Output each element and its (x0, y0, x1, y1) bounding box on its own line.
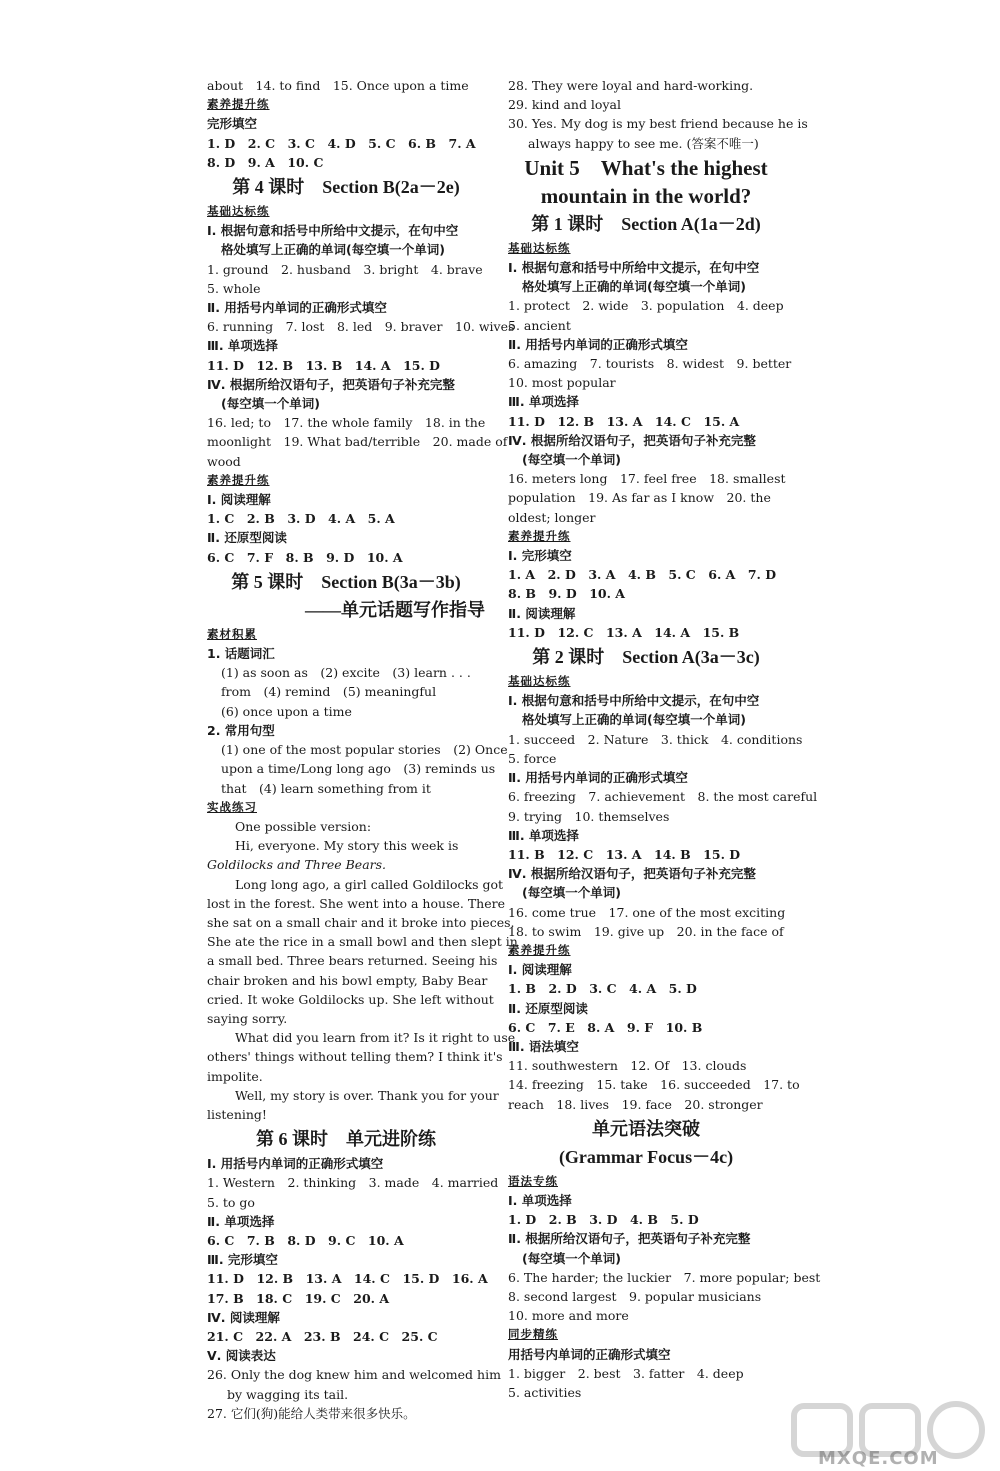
answer-line: 1. D 2. B 3. D 4. B 5. D (508, 1212, 699, 1228)
exercise-heading: Ⅱ. 根据所给汉语句子，把英语句子补充完整 (508, 1231, 751, 1247)
answer-line: 6. C 7. F 8. B 9. D 10. A (207, 549, 403, 565)
section-tag: 素养提升练 (508, 528, 571, 543)
exercise-heading: Ⅲ. 语法填空 (508, 1038, 579, 1054)
answer-line: 11. D 12. B 13. A 14. C 15. A (508, 413, 740, 429)
left-column (207, 76, 518, 1423)
exercise-heading: Ⅰ. 单项选择 (508, 1192, 572, 1208)
answer-line: 6. running 7. lost 8. led 9. braver 10. wives (207, 319, 515, 335)
answer-line: 1. protect 2. wide 3. population 4. deep (508, 298, 784, 314)
answer-line: moonlight 19. What bad/terrible 20. made of (207, 434, 508, 450)
exercise-heading: 1. 话题词汇 (207, 646, 275, 662)
exercise-heading: Ⅰ. 完形填空 (508, 548, 572, 564)
answer-line: 5. to go (207, 1194, 255, 1210)
right-column (508, 76, 821, 1402)
exercise-heading: (每空填一个单词) (522, 452, 621, 468)
answer-line: 17. B 18. C 19. C 20. A (207, 1290, 390, 1306)
exercise-heading: Ⅲ. 单项选择 (508, 394, 579, 410)
essay-line: What did you learn from it? Is it right to use (235, 1030, 516, 1046)
answer-line: 16. led; to 17. the whole family 18. in the (207, 415, 486, 431)
section-tag: 素养提升练 (508, 942, 571, 957)
exercise-heading: 2. 常用句型 (207, 722, 275, 738)
answer-line: 1. ground 2. husband 3. bright 4. brave (207, 261, 483, 277)
answer-line: about 14. to find 15. Once upon a time (207, 78, 469, 93)
exercise-heading: Ⅱ. 单项选择 (207, 1213, 275, 1229)
exercise-heading: Ⅲ. 完形填空 (207, 1252, 278, 1268)
essay-line: a small bed. Three bears returned. Seeing his (207, 953, 498, 969)
exercise-heading: 格处填写上正确的单词(每空填一个单词) (522, 279, 746, 295)
answer-line: 6. C 7. E 8. A 9. F 10. B (508, 1019, 703, 1035)
section-tag: 基础达标练 (207, 204, 270, 219)
lesson-title: 第 5 课时 Section B(3a－3b) (231, 571, 461, 592)
exercise-heading: (每空填一个单词) (522, 885, 621, 901)
answer-line: 14. freezing 15. take 16. succeeded 17. to (508, 1077, 800, 1093)
answer-line: 29. kind and loyal (508, 97, 621, 113)
lesson-subtitle: ——单元话题写作指导 (305, 599, 485, 620)
essay-line: She ate the rice in a small bowl and then slept in (207, 934, 518, 950)
answer-line: oldest; longer (508, 509, 596, 525)
answer-line: 1. succeed 2. Nature 3. thick 4. conditions (508, 731, 803, 747)
answer-line: 5. activities (508, 1384, 582, 1400)
answer-line: 6. C 7. B 8. D 9. C 10. A (207, 1232, 404, 1248)
exercise-heading: Ⅰ. 根据句意和括号中所给中文提示，在句中空 (508, 693, 760, 709)
essay-line: impolite. (207, 1068, 263, 1084)
exercise-heading: Ⅴ. 阅读表达 (207, 1348, 276, 1364)
watermark-text: MXQE.COM (818, 1448, 939, 1469)
answer-line: reach 18. lives 19. face 20. stronger (508, 1096, 763, 1112)
exercise-heading: 格处填写上正确的单词(每空填一个单词) (522, 712, 746, 728)
essay-line: One possible version: (235, 818, 372, 834)
essay-line: she sat on a small chair and it broke into pieces. (207, 914, 515, 930)
exercise-heading: Ⅳ. 根据所给汉语句子，把英语句子补充完整 (508, 432, 756, 448)
essay-line: Well, my story is over. Thank you for your (235, 1087, 499, 1103)
answer-line: 1. C 2. B 3. D 4. A 5. A (207, 511, 395, 527)
exercise-heading: Ⅱ. 用括号内单词的正确形式填空 (508, 336, 688, 352)
answer-line: (6) once upon a time (221, 703, 352, 719)
answer-line: 1. D 2. C 3. C 4. D 5. C 6. B 7. A (207, 135, 476, 151)
exercise-heading: 用括号内单词的正确形式填空 (508, 1346, 671, 1362)
essay-line: lost in the forest. She went into a house. There (207, 895, 505, 911)
answer-line: 9. trying 10. themselves (508, 808, 670, 824)
answer-line: 16. meters long 17. feel free 18. smallest (508, 471, 786, 487)
answer-line: 1. B 2. D 3. C 4. A 5. D (508, 981, 697, 997)
answer-line: 11. B 12. C 13. A 14. B 15. D (508, 846, 741, 862)
answer-line: 30. Yes. My dog is my best friend because he is (508, 116, 808, 132)
answer-line: 28. They were loyal and hard-working. (508, 78, 754, 93)
exercise-heading: Ⅲ. 单项选择 (207, 338, 278, 354)
exercise-heading: Ⅳ. 根据所给汉语句子，把英语句子补充完整 (508, 866, 756, 882)
answer-line: by wagging its tail. (227, 1386, 349, 1402)
exercise-heading: Ⅱ. 还原型阅读 (508, 1000, 588, 1016)
section-tag: 素材积累 (207, 626, 257, 641)
answer-line: 8. second largest 9. popular musicians (508, 1288, 762, 1304)
answer-line: 11. D 12. C 13. A 14. A 15. B (508, 624, 740, 640)
exercise-heading: Ⅰ. 根据句意和括号中所给中文提示，在句中空 (207, 223, 459, 239)
exercise-heading: Ⅰ. 阅读理解 (508, 962, 572, 978)
exercise-heading: Ⅰ. 用括号内单词的正确形式填空 (207, 1156, 384, 1172)
answer-line: 6. freezing 7. achievement 8. the most careful (508, 789, 818, 805)
answer-line: 11. D 12. B 13. A 14. C 15. D 16. A (207, 1271, 488, 1287)
answer-line: 27. 它们(狗)能给人类带来很多快乐。 (207, 1405, 416, 1421)
answer-line: 1. A 2. D 3. A 4. B 5. C 6. A 7. D (508, 567, 777, 583)
essay-line: cried. It woke Goldilocks up. She left without (207, 991, 494, 1007)
answer-line: population 19. As far as I know 20. the (508, 490, 771, 506)
exercise-heading: Ⅱ. 阅读理解 (508, 605, 576, 621)
answer-line: 5. whole (207, 280, 261, 296)
answer-line: (1) one of the most popular stories (2) Once (221, 742, 508, 758)
answer-line: upon a time/Long long ago (3) reminds us (221, 761, 496, 777)
lesson-title: 第 2 课时 Section A(3a－3c) (532, 647, 760, 668)
section-tag: 素养提升练 (207, 472, 270, 487)
exercise-heading: Ⅰ. 根据句意和括号中所给中文提示，在句中空 (508, 260, 760, 276)
essay-line: Goldilocks and Three Bears. (207, 857, 387, 873)
lesson-title: 单元语法突破 (592, 1118, 700, 1139)
exercise-heading: Ⅱ. 用括号内单词的正确形式填空 (508, 770, 688, 786)
section-tag: 素养提升练 (207, 97, 270, 112)
answer-line: that (4) learn something from it (221, 780, 431, 796)
answer-line: 1. bigger 2. best 3. fatter 4. deep (508, 1365, 744, 1381)
answer-line: 6. The harder; the luckier 7. more popular; best (508, 1269, 821, 1285)
exercise-heading: Ⅳ. 根据所给汉语句子，把英语句子补充完整 (207, 376, 455, 392)
answer-line: wood (207, 453, 241, 469)
answer-line: 11. D 12. B 13. B 14. A 15. D (207, 357, 441, 373)
lesson-title: 第 4 课时 Section B(2a－2e) (232, 177, 460, 198)
answer-line: always happy to see me. (答案不唯一) (528, 135, 759, 151)
exercise-heading: Ⅰ. 阅读理解 (207, 492, 271, 508)
answer-line: 5. force (508, 750, 557, 766)
answer-line: 21. C 22. A 23. B 24. C 25. C (207, 1328, 438, 1344)
exercise-heading: (每空填一个单词) (522, 1250, 621, 1266)
lesson-title: 第 6 课时 单元进阶练 (256, 1129, 436, 1150)
answer-line: 10. most popular (508, 375, 616, 391)
answer-line: 11. southwestern 12. Of 13. clouds (508, 1058, 747, 1074)
essay-line: Long long ago, a girl called Goldilocks got (235, 876, 504, 892)
answer-line: 5. ancient (508, 317, 571, 333)
exercise-heading: Ⅲ. 单项选择 (508, 827, 579, 843)
exercise-heading: 格处填写上正确的单词(每空填一个单词) (221, 242, 445, 258)
essay-line: saying sorry. (207, 1010, 288, 1026)
answer-line: 6. amazing 7. tourists 8. widest 9. better (508, 356, 792, 372)
answer-line: 26. Only the dog knew him and welcomed him (207, 1367, 501, 1383)
answer-line: from (4) remind (5) meaningful (221, 684, 437, 700)
unit-title: Unit 5 What's the highest (524, 155, 768, 180)
essay-line: others' things without telling them? I think it's (207, 1049, 503, 1065)
lesson-title: 第 1 课时 Section A(1a－2d) (531, 213, 761, 234)
lesson-subtitle: (Grammar Focus－4c) (558, 1146, 734, 1167)
section-tag: 语法专练 (508, 1173, 558, 1188)
answer-line: 16. come true 17. one of the most exciting (508, 904, 786, 920)
answer-line: 18. to swim 19. give up 20. in the face of (508, 923, 784, 939)
exercise-heading: (每空填一个单词) (221, 396, 320, 412)
exercise-heading: Ⅳ. 阅读理解 (207, 1309, 280, 1325)
exercise-heading: Ⅱ. 还原型阅读 (207, 530, 287, 546)
section-tag: 基础达标练 (508, 240, 571, 255)
section-tag: 实战练习 (207, 799, 257, 814)
answer-line: 10. more and more (508, 1308, 629, 1324)
section-tag: 同步精练 (508, 1327, 558, 1342)
answer-line: 8. B 9. D 10. A (508, 586, 626, 602)
answer-line: (1) as soon as (2) excite (3) learn . . . (221, 665, 471, 681)
essay-line: listening! (207, 1106, 267, 1122)
answer-line: 1. Western 2. thinking 3. made 4. married (207, 1175, 499, 1191)
essay-line: Hi, everyone. My story this week is (235, 838, 459, 854)
exercise-heading: 完形填空 (207, 116, 258, 132)
answer-line: 8. D 9. A 10. C (207, 154, 324, 170)
essay-line: chair broken and his bowl empty, Baby Bear (207, 972, 488, 988)
section-tag: 基础达标练 (508, 674, 571, 689)
unit-title: mountain in the world? (540, 183, 752, 208)
exercise-heading: Ⅱ. 用括号内单词的正确形式填空 (207, 300, 387, 316)
